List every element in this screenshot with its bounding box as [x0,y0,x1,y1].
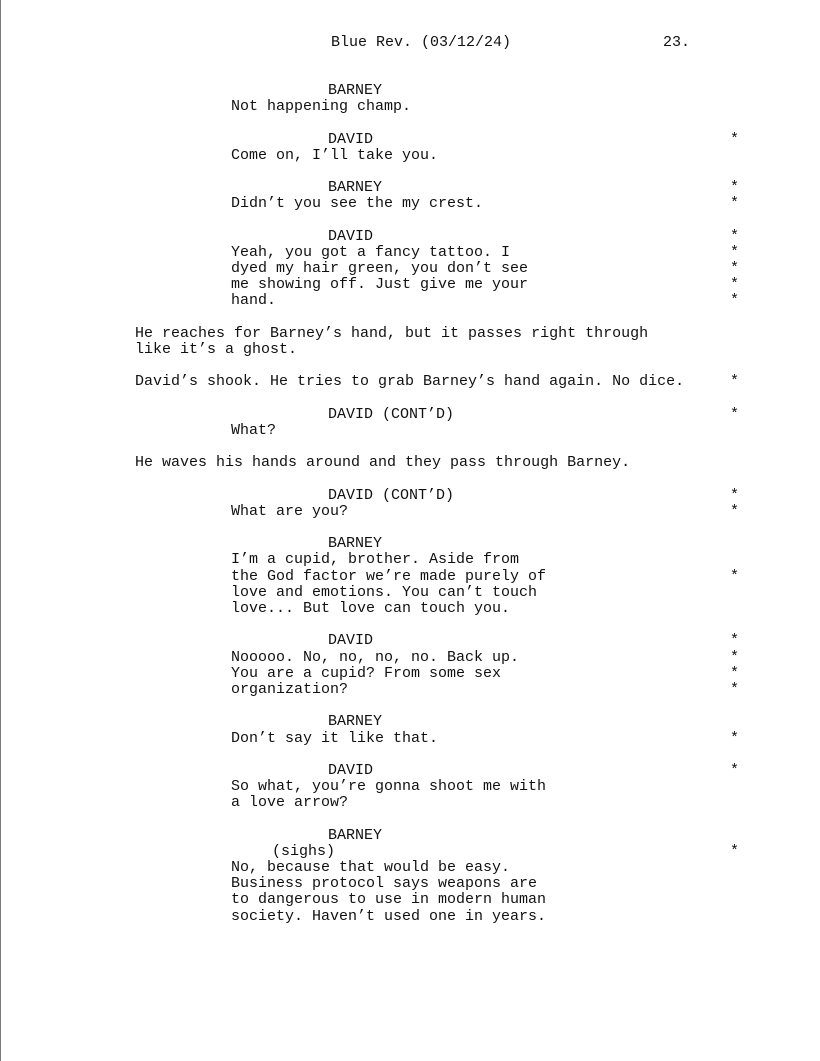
revision-mark: * [730,486,740,504]
dialogue-line: No, because that would be easy. [231,859,511,876]
script-line [0,860,820,876]
dialogue-line: So what, you’re gonna shoot me with [231,778,547,796]
script-line [0,828,820,844]
script-body [0,83,820,925]
script-line [0,245,820,261]
character-cue: DAVID [328,632,374,650]
character-cue: BARNEY [328,535,383,553]
script-line [0,423,820,439]
action-line: He waves his hands around and they pass through Barney. [135,454,631,472]
blank-line [0,617,820,633]
script-line [0,196,820,212]
dialogue-line: What are you? [231,502,349,520]
script-line [0,455,820,471]
revision-mark: * [730,276,740,294]
dialogue-line: organization? [231,680,349,698]
character-cue: BARNEY [328,179,383,197]
script-line [0,326,820,342]
script-line [0,552,820,568]
revision-mark: * [730,227,740,245]
blank-line [0,472,820,488]
dialogue-line: dyed my hair green, you don’t see [231,260,529,278]
revision-mark: * [730,130,740,148]
script-line [0,293,820,309]
dialogue-line: hand. [231,292,277,310]
blank-line [0,164,820,180]
character-cue: BARNEY [328,82,383,99]
dialogue-line: love and emotions. You can’t touch [231,583,538,601]
dialogue-line: society. Haven’t used one in years. [231,907,547,925]
dialogue-line: love... But love can touch you. [231,600,511,617]
revision-mark: * [730,260,740,278]
revision-mark: * [730,179,740,197]
revision-header: Blue Rev. (03/12/24) [331,34,512,51]
character-cue: DAVID (CONT’D) [328,405,455,423]
action-line: David’s shook. He tries to grab Barney’s hand again. No dice. [135,373,685,391]
dialogue-line: Yeah, you got a fancy tattoo. I [231,243,511,261]
dialogue-line: What? [231,421,277,439]
script-line [0,633,820,649]
revision-mark: * [730,761,740,779]
script-line [0,569,820,585]
script-line [0,504,820,520]
blank-line [0,520,820,536]
dialogue-line: I’m a cupid, brother. Aside from [231,551,520,569]
script-line [0,844,820,860]
character-cue: DAVID [328,130,374,148]
script-line [0,229,820,245]
character-cue: BARNEY [328,826,383,844]
revision-mark: * [730,243,740,261]
blank-line [0,747,820,763]
blank-line [0,358,820,374]
script-line [0,488,820,504]
script-line [0,876,820,892]
script-line [0,536,820,552]
script-line [0,148,820,164]
script-line [0,909,820,925]
script-line [0,99,820,115]
script-line [0,731,820,747]
character-cue: DAVID [328,227,374,245]
blank-line [0,811,820,827]
script-line [0,277,820,293]
blank-line [0,439,820,455]
blank-line [0,391,820,407]
script-line [0,585,820,601]
revision-mark: * [730,729,740,747]
character-cue: DAVID (CONT’D) [328,486,455,504]
script-line [0,795,820,811]
revision-mark: * [730,292,740,310]
dialogue-line: Nooooo. No, no, no, no. Back up. [231,648,520,666]
script-line [0,374,820,390]
script-line [0,714,820,730]
dialogue-line: me showing off. Just give me your [231,276,529,294]
script-line [0,666,820,682]
script-line [0,779,820,795]
dialogue-line: to dangerous to use in modern human [231,891,547,909]
dialogue-line: Don’t say it like that. [231,729,439,747]
dialogue-line: Not happening champ. [231,98,412,116]
revision-mark: * [730,405,740,423]
script-line [0,650,820,666]
blank-line [0,698,820,714]
script-line [0,342,820,358]
revision-mark: * [730,632,740,650]
revision-mark: * [730,842,740,860]
blank-line [0,310,820,326]
script-line [0,407,820,423]
action-line: like it’s a ghost. [135,341,298,358]
script-line [0,763,820,779]
page-number: 23. [663,34,691,51]
dialogue-line: Come on, I’ll take you. [231,146,439,164]
script-line [0,132,820,148]
dialogue-line: Business protocol says weapons are [231,875,538,893]
revision-mark: * [730,373,740,391]
parenthetical: (sighs) [272,842,336,860]
script-line [0,682,820,698]
script-line [0,601,820,617]
script-line [0,261,820,277]
script-line [0,180,820,196]
dialogue-line: a love arrow? [231,794,349,812]
action-line: He reaches for Barney’s hand, but it passes right through [135,324,649,342]
revision-mark: * [730,680,740,698]
revision-mark: * [730,195,740,213]
character-cue: DAVID [328,761,374,779]
revision-mark: * [730,567,740,585]
revision-mark: * [730,502,740,520]
blank-line [0,115,820,131]
dialogue-line: the God factor we’re made purely of [231,567,547,585]
script-line [0,83,820,99]
blank-line [0,213,820,229]
dialogue-line: You are a cupid? From some sex [231,664,502,682]
revision-mark: * [730,648,740,666]
revision-mark: * [730,664,740,682]
script-line [0,892,820,908]
dialogue-line: Didn’t you see the my crest. [231,195,484,213]
character-cue: BARNEY [328,713,383,731]
